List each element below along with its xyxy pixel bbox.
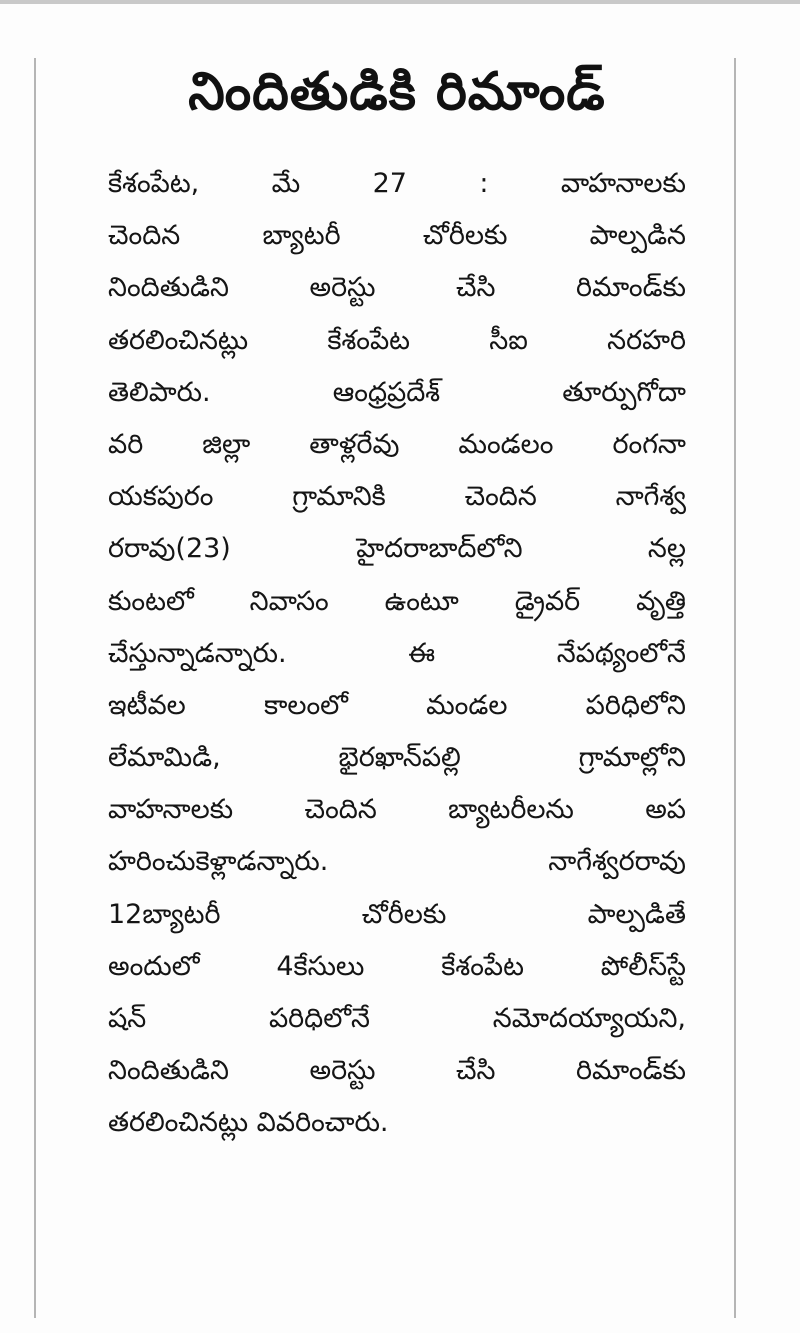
- article-line-3: నిందితుడిని అరెస్టు చేసి రిమాండ్‌కు: [108, 272, 686, 304]
- article-line-1: కేశంపేట, మే 27 : వాహనాలకు: [108, 168, 686, 199]
- article-line-10: చేస్తున్నాడన్నారు. ఈ నేపథ్యంలోనే: [108, 637, 686, 669]
- article-line-15: 12బ్యాటరీ చోరీలకు పాల్పడితే: [108, 898, 686, 930]
- article-line-2: చెందిన బ్యాటరీ చోరీలకు పాల్పడిన: [108, 220, 686, 252]
- top-border-rule: [0, 0, 800, 4]
- column-rule-right: [734, 58, 736, 1318]
- article-line-7: యకపురం గ్రామానికి చెందిన నాగేశ్వ: [108, 481, 686, 513]
- article-line-16: అందులో 4కేసులు కేశంపేట పోలీస్‌స్టే: [108, 950, 686, 982]
- article-line-9: కుంటలో నివాసం ఉంటూ డ్రైవర్ వృత్తి: [108, 585, 686, 617]
- article-line-6: వరి జిల్లా తాళ్లరేవు మండలం రంగనా: [108, 428, 686, 460]
- article-line-13: వాహనాలకు చెందిన బ్యాటరీలను అప: [108, 794, 686, 826]
- article-line-17: షన్ పరిధిలోనే నమోదయ్యాయని,: [108, 1003, 686, 1034]
- news-article: [108, 50, 686, 1150]
- article-body: [108, 158, 686, 1150]
- column-rule-left: [34, 58, 36, 1318]
- article-line-19: తరలించినట్లు వివరించారు.: [108, 1107, 389, 1139]
- article-line-14: హరించుకెళ్లాడన్నారు. నాగేశ్వరరావు: [108, 846, 686, 878]
- article-line-4: తరలించినట్లు కేశంపేట సీఐ నరహరి: [108, 324, 686, 356]
- article-line-18: నిందితుడిని అరెస్టు చేసి రిమాండ్‌కు: [108, 1055, 686, 1087]
- article-headline: నిందితుడికి రిమాండ్: [188, 62, 606, 122]
- article-line-12: లేమామిడి, భైరఖాన్‌పల్లి గ్రామాల్లోని: [108, 742, 686, 774]
- article-line-11: ఇటీవల కాలంలో మండల పరిధిలోని: [108, 689, 686, 721]
- article-line-5: తెలిపారు. ఆంధ్రప్రదేశ్ తూర్పుగోదా: [108, 376, 686, 408]
- article-line-8: రరావు(23) హైదరాబాద్‌లోని నల్ల: [108, 533, 686, 565]
